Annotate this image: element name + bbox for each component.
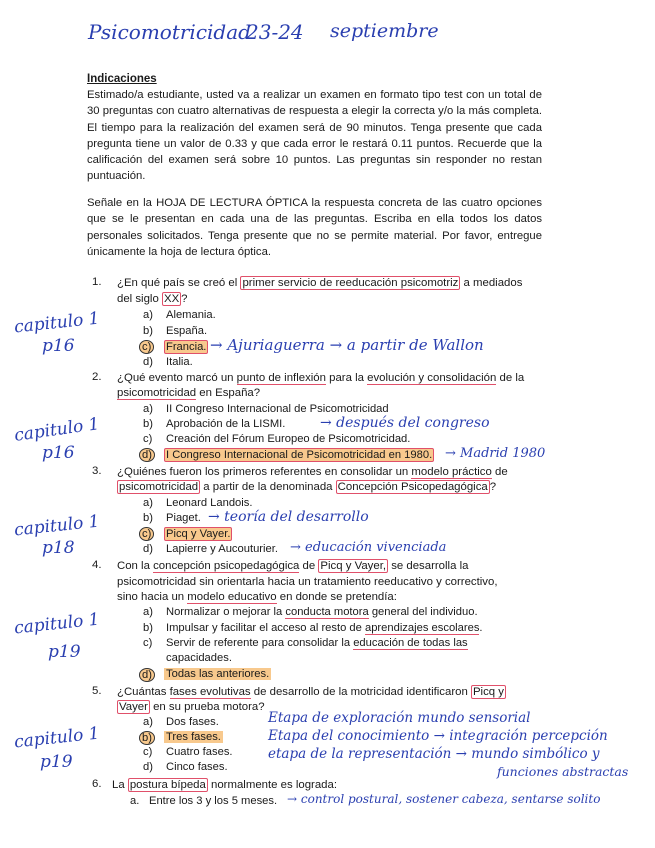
q4-text-line1 xyxy=(117,559,468,575)
q6-opt-a-letter: a. xyxy=(130,795,140,807)
note-q3-chapter: capitulo 1 xyxy=(13,511,101,541)
q1-text-line1 xyxy=(117,276,522,292)
q3-underline-modelo: modelo práctico xyxy=(411,466,492,478)
q4-opt-a-underline: conducta motora xyxy=(285,606,369,618)
q3-highlight-concepcion: Concepción Psicopedagógica xyxy=(337,481,488,493)
q5-opt-a: Dos fases. xyxy=(166,716,219,728)
q5-opt-d: Cinco fases. xyxy=(166,761,228,773)
q4-opt-a-letter: a) xyxy=(143,606,153,618)
q1-opt-d-letter: d) xyxy=(143,356,153,368)
q6-number: 6. xyxy=(92,778,102,790)
q2-opt-b-letter: b) xyxy=(143,418,153,430)
q4-opt-c-line2: capacidades. xyxy=(166,652,232,664)
q4-opt-a-end: general del individuo. xyxy=(368,606,478,618)
q4-opt-b-end: . xyxy=(479,622,483,634)
q2-underline-evolucion: evolución y consolidación xyxy=(367,372,497,384)
q2-text-f: en España? xyxy=(196,387,261,399)
q1-highlight-service: primer servicio de reeducación psicomotriz xyxy=(242,277,459,289)
q2-opt-c-letter: c) xyxy=(143,433,153,445)
q1-text-d: del siglo xyxy=(117,293,162,305)
q3-opt-d: Lapierre y Aucouturier. xyxy=(166,543,278,555)
note-q2-page: p16 xyxy=(42,443,75,463)
q6-opt-a: Entre los 3 y los 5 meses. xyxy=(149,795,278,807)
q4-opt-d-answer: Todas las anteriores. xyxy=(166,668,270,680)
q4-text-line3 xyxy=(117,590,397,606)
q5-opt-d-letter: d) xyxy=(143,761,153,773)
q1-opt-c-answer: Francia. xyxy=(166,341,207,353)
note-q1-answer: → Ajuriaguerra → a partir de Wallon xyxy=(210,336,484,354)
q5-opt-b-answer: Tres fases. xyxy=(166,731,221,743)
q4-opt-c-underline: educación de todas las xyxy=(353,637,468,649)
q4-text-e: se desarrolla la xyxy=(388,560,469,572)
note-q4-page: p19 xyxy=(48,642,81,662)
q5-highlight-vayer: Vayer xyxy=(119,701,148,713)
q1-opt-a-letter: a) xyxy=(143,309,153,321)
q2-text-line2 xyxy=(117,386,260,402)
q4-opt-d-letter: d) xyxy=(139,668,155,682)
q4-text-f: sino hacia un xyxy=(117,591,188,603)
q1-opt-a: Alemania. xyxy=(166,309,216,321)
q5-underline-fases: fases evolutivas xyxy=(169,686,251,698)
note-q5-b: Etapa del conocimiento → integración percepción xyxy=(268,728,608,744)
q2-number: 2. xyxy=(92,371,102,383)
note-q5-c: etapa de la representación → mundo simbólico y xyxy=(268,746,600,762)
note-q3-b: → teoría del desarrollo xyxy=(208,509,369,525)
q4-underline-modelo: modelo educativo xyxy=(187,591,277,603)
q3-number: 3. xyxy=(92,465,102,477)
q3-text-c: de xyxy=(491,466,508,478)
q3-opt-d-letter: d) xyxy=(143,543,153,555)
note-q2-d: → Madrid 1980 xyxy=(445,446,546,461)
q4-text-h: en donde se pretendía: xyxy=(276,591,397,603)
q3-text-e: a partir de la denominada xyxy=(200,481,336,493)
q6-text-a: La xyxy=(112,779,128,791)
note-q1-page: p16 xyxy=(42,336,75,356)
q4-opt-c-letter: c) xyxy=(143,637,153,649)
note-q2-chapter: capitulo 1 xyxy=(13,414,101,446)
note-q5-a: Etapa de exploración mundo sensorial xyxy=(268,710,531,726)
instructions-heading: Indicaciones xyxy=(87,73,157,85)
q5-opt-c-letter: c) xyxy=(143,746,153,758)
q5-text-line2 xyxy=(117,700,265,716)
q4-text-c: de xyxy=(299,560,319,572)
q2-text-e: de la xyxy=(496,372,525,384)
q3-opt-c-answer: Picq y Vayer. xyxy=(166,528,231,540)
header-month: septiembre xyxy=(330,20,439,42)
q1-highlight-century: XX xyxy=(163,293,180,305)
q1-text-e: ? xyxy=(181,293,188,305)
q1-number: 1. xyxy=(92,276,102,288)
note-q1-chapter: capitulo 1 xyxy=(13,308,101,338)
q5-opt-b-letter: b) xyxy=(139,731,155,745)
q4-opt-c xyxy=(166,637,468,649)
q4-opt-c-text: Servir de referente para consolidar la xyxy=(166,637,354,649)
q1-text-c: a mediados xyxy=(460,277,523,289)
q3-text-g: ? xyxy=(489,481,497,493)
note-q5-chapter: capitulo 1 xyxy=(13,723,101,753)
q4-text-line2: psicomotricidad sin orientarla hacia un tratamiento reeducativo y correctivo, xyxy=(117,576,498,588)
header-date: 23-24 xyxy=(246,20,304,44)
instructions-paragraph-1: Estimado/a estudiante, usted va a realizar un examen en formato tipo test con un total de 30 preguntas con cuatro alternativas de respuesta a elegir la correcta y/o la más completa. El tiempo para la realización del examen será de 90 minutos. Tenga presente que cada pregunta tiene un valor de 0.33 y que cada error le restará 0.11 puntos. Recuerde que la calificación del examen será sobre 10 puntos. Las preguntas sin responder no restan puntuación. xyxy=(87,89,542,183)
q4-opt-a-text: Normalizar o mejorar la xyxy=(166,606,286,618)
q3-opt-c-letter: c) xyxy=(139,527,154,541)
q2-opt-c: Creación del Fórum Europeo de Psicomotricidad. xyxy=(166,433,411,445)
q3-text-a: ¿Quiénes fueron los primeros referentes en consolidar un xyxy=(117,466,412,478)
q2-opt-d-answer: I Congreso Internacional de Psicomotricidad en 1980. xyxy=(166,449,433,461)
q4-opt-b xyxy=(166,622,483,634)
q4-opt-a xyxy=(166,606,478,618)
q6-highlight-postura: postura bípeda xyxy=(129,779,206,791)
q3-opt-a-letter: a) xyxy=(143,497,153,509)
q2-opt-b: Aprobación de la LISMI. xyxy=(166,418,286,430)
note-q5-d: funciones abstractas xyxy=(497,764,629,779)
q1-text-line2 xyxy=(117,292,188,308)
note-q2-b: → después del congreso xyxy=(320,415,490,431)
q2-opt-d-letter: d) xyxy=(139,448,155,462)
q2-underline-psico: psicomotricidad xyxy=(117,387,197,399)
q4-highlight-picq: Picq y Vayer, xyxy=(320,560,387,572)
instructions-paragraph-2: Señale en la HOJA DE LECTURA ÓPTICA la respuesta concreta de las cuatro opciones que se le presentan en cada una de las preguntas. Escriba en ella todos los datos personales solicitados. Tenga presente que no se permite material. Por favor, entregue únicamente la hoja de lectura óptica. xyxy=(87,197,542,258)
q5-opt-a-letter: a) xyxy=(143,716,153,728)
q4-opt-b-text: Impulsar y facilitar el acceso al resto de xyxy=(166,622,365,634)
q1-opt-b-letter: b) xyxy=(143,325,153,337)
q5-opt-c: Cuatro fases. xyxy=(166,746,233,758)
q2-text-line1 xyxy=(117,371,524,387)
q5-text-f: en su prueba motora? xyxy=(149,701,265,713)
q5-text-a: ¿Cuántas xyxy=(117,686,170,698)
q5-text-line1 xyxy=(117,685,506,701)
header-subject: Psicomotricidad xyxy=(88,20,251,44)
note-q5-page: p19 xyxy=(40,752,73,772)
q3-text-line1 xyxy=(117,465,508,481)
q2-underline-inflexion: punto de inflexión xyxy=(236,372,326,384)
q4-underline-concepcion: concepción psicopedagógica xyxy=(153,560,300,572)
q3-text-line2 xyxy=(117,480,496,496)
q2-opt-a: II Congreso Internacional de Psicomotricidad xyxy=(166,403,389,415)
q1-opt-c-letter: c) xyxy=(139,340,154,354)
q1-opt-b: España. xyxy=(166,325,208,337)
q5-number: 5. xyxy=(92,685,102,697)
note-q6: → control postural, sostener cabeza, sentarse solito xyxy=(287,792,601,806)
q4-opt-b-letter: b) xyxy=(143,622,153,634)
q1-text-a: ¿En qué país se creó el xyxy=(117,277,241,289)
q2-text-a: ¿Qué evento marcó un xyxy=(117,372,237,384)
note-q4-chapter: capitulo 1 xyxy=(13,609,101,639)
q3-highlight-psico: psicomotricidad xyxy=(119,481,199,493)
q4-text-a: Con la xyxy=(117,560,154,572)
note-q3-d: → educación vivenciada xyxy=(290,540,447,555)
q3-opt-b-letter: b) xyxy=(143,512,153,524)
q4-number: 4. xyxy=(92,559,102,571)
q5-text-c: de desarrollo de la motricidad identificaron xyxy=(250,686,471,698)
q1-opt-d: Italia. xyxy=(166,356,193,368)
q4-opt-b-underline: aprendizajes escolares xyxy=(364,622,480,634)
q6-text-c: normalmente es lograda: xyxy=(207,779,338,791)
q3-opt-a: Leonard Landois. xyxy=(166,497,253,509)
q3-opt-b: Piaget. xyxy=(166,512,201,524)
q2-opt-a-letter: a) xyxy=(143,403,153,415)
q5-highlight-picq: Picq y xyxy=(472,686,504,698)
q2-text-c: para la xyxy=(325,372,368,384)
note-q3-page: p18 xyxy=(42,538,75,558)
